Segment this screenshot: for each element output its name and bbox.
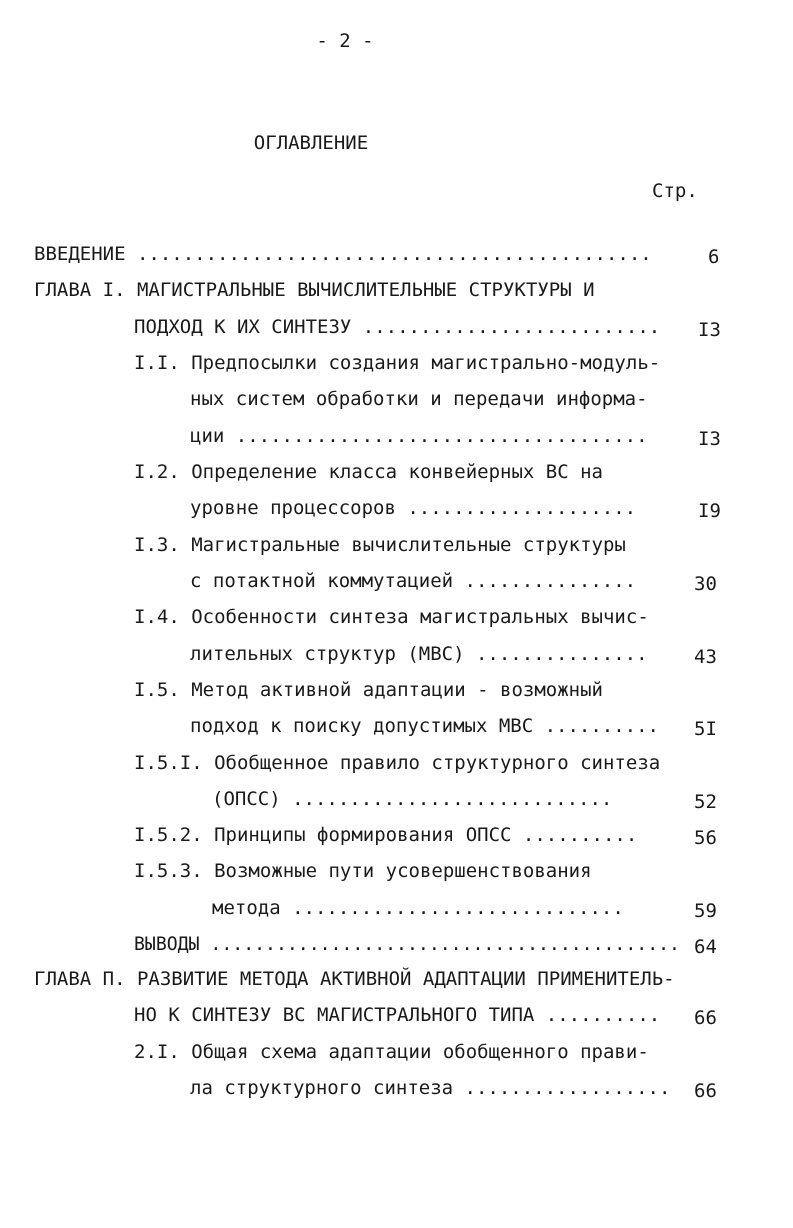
page-column-header: Стр. [652,180,698,202]
toc-entry-page: 5I [694,718,717,740]
toc-entry-text: ла структурного синтеза .................. [190,1077,671,1099]
toc-entry-page: I9 [698,500,721,522]
toc-entry-page: 64 [694,936,717,958]
toc-entry-page: 43 [694,646,717,668]
toc-entry-page: 66 [694,1007,717,1029]
toc-entry-page: 59 [694,900,717,922]
toc-entry-page: I3 [698,319,721,341]
toc-entry-text: I.2. Определение класса конвейерных ВС на [134,461,603,483]
toc-entry-page: 56 [694,827,717,849]
toc-entry-text: I.5.I. Обобщенное правило структурного синтеза [134,752,661,774]
toc-entry-text: (ОПСС) ............................ [212,788,613,810]
toc-entry-text: уровне процессоров .................... [190,497,637,519]
toc-title: ОГЛАВЛЕНИЕ [253,132,369,154]
toc-entry-text: ПОДХОД К ИХ СИНТЕЗУ .......................... [134,316,661,338]
toc-entry-text: 2.I. Общая схема адаптации обобщенного прави- [134,1041,649,1063]
toc-entry-text: I.I. Предпосылки создания магистрально-модуль- [134,352,661,374]
toc-entry-page: 66 [694,1080,717,1102]
toc-entry-text: I.5.3. Возможные пути усовершенствования [134,860,592,882]
toc-entry-text: с потактной коммутацией ............... [190,570,637,592]
toc-entry-text: ГЛАВА I. МАГИСТРАЛЬНЫЕ ВЫЧИСЛИТЕЛЬНЫЕ СТРУКТУРЫ И [34,279,595,301]
toc-entry-text: лительных структур (МВС) ............... [190,643,648,665]
toc-entry-text: ВВЕДЕНИЕ ............................................. [34,243,652,265]
toc-entry-page: I3 [698,428,721,450]
toc-entry-text: I.5.2. Принципы формирования ОПСС .......... [134,824,638,846]
toc-entry-text: ных систем обработки и передачи информа- [190,388,648,410]
toc-entry-text: ВЫВОДЫ ........................................... [134,933,680,955]
toc-entry-text: ции .................................... [190,425,648,447]
toc-entry-text: НО К СИНТЕЗУ ВС МАГИСТРАЛЬНОГО ТИПА .......... [134,1004,661,1026]
toc-entry-text: метода ............................. [212,897,624,919]
toc-entry-page: 6 [708,246,720,268]
toc-entry-text: I.5. Метод активной адаптации - возможный [134,679,603,701]
toc-entry-text: ГЛАВА П. РАЗВИТИЕ МЕТОДА АКТИВНОЙ АДАПТАЦИИ ПРИМЕНИТЕЛЬ- [34,968,675,990]
toc-entry-page: 30 [694,573,717,595]
page-number: - 2 - [316,30,374,52]
toc-entry-text: I.3. Магистральные вычислительные структуры [134,534,626,556]
toc-entry-page: 52 [694,791,717,813]
toc-entry-text: подход к поиску допустимых МВС .......... [190,715,659,737]
toc-entry-text: I.4. Особенности синтеза магистральных вычис- [134,606,649,628]
